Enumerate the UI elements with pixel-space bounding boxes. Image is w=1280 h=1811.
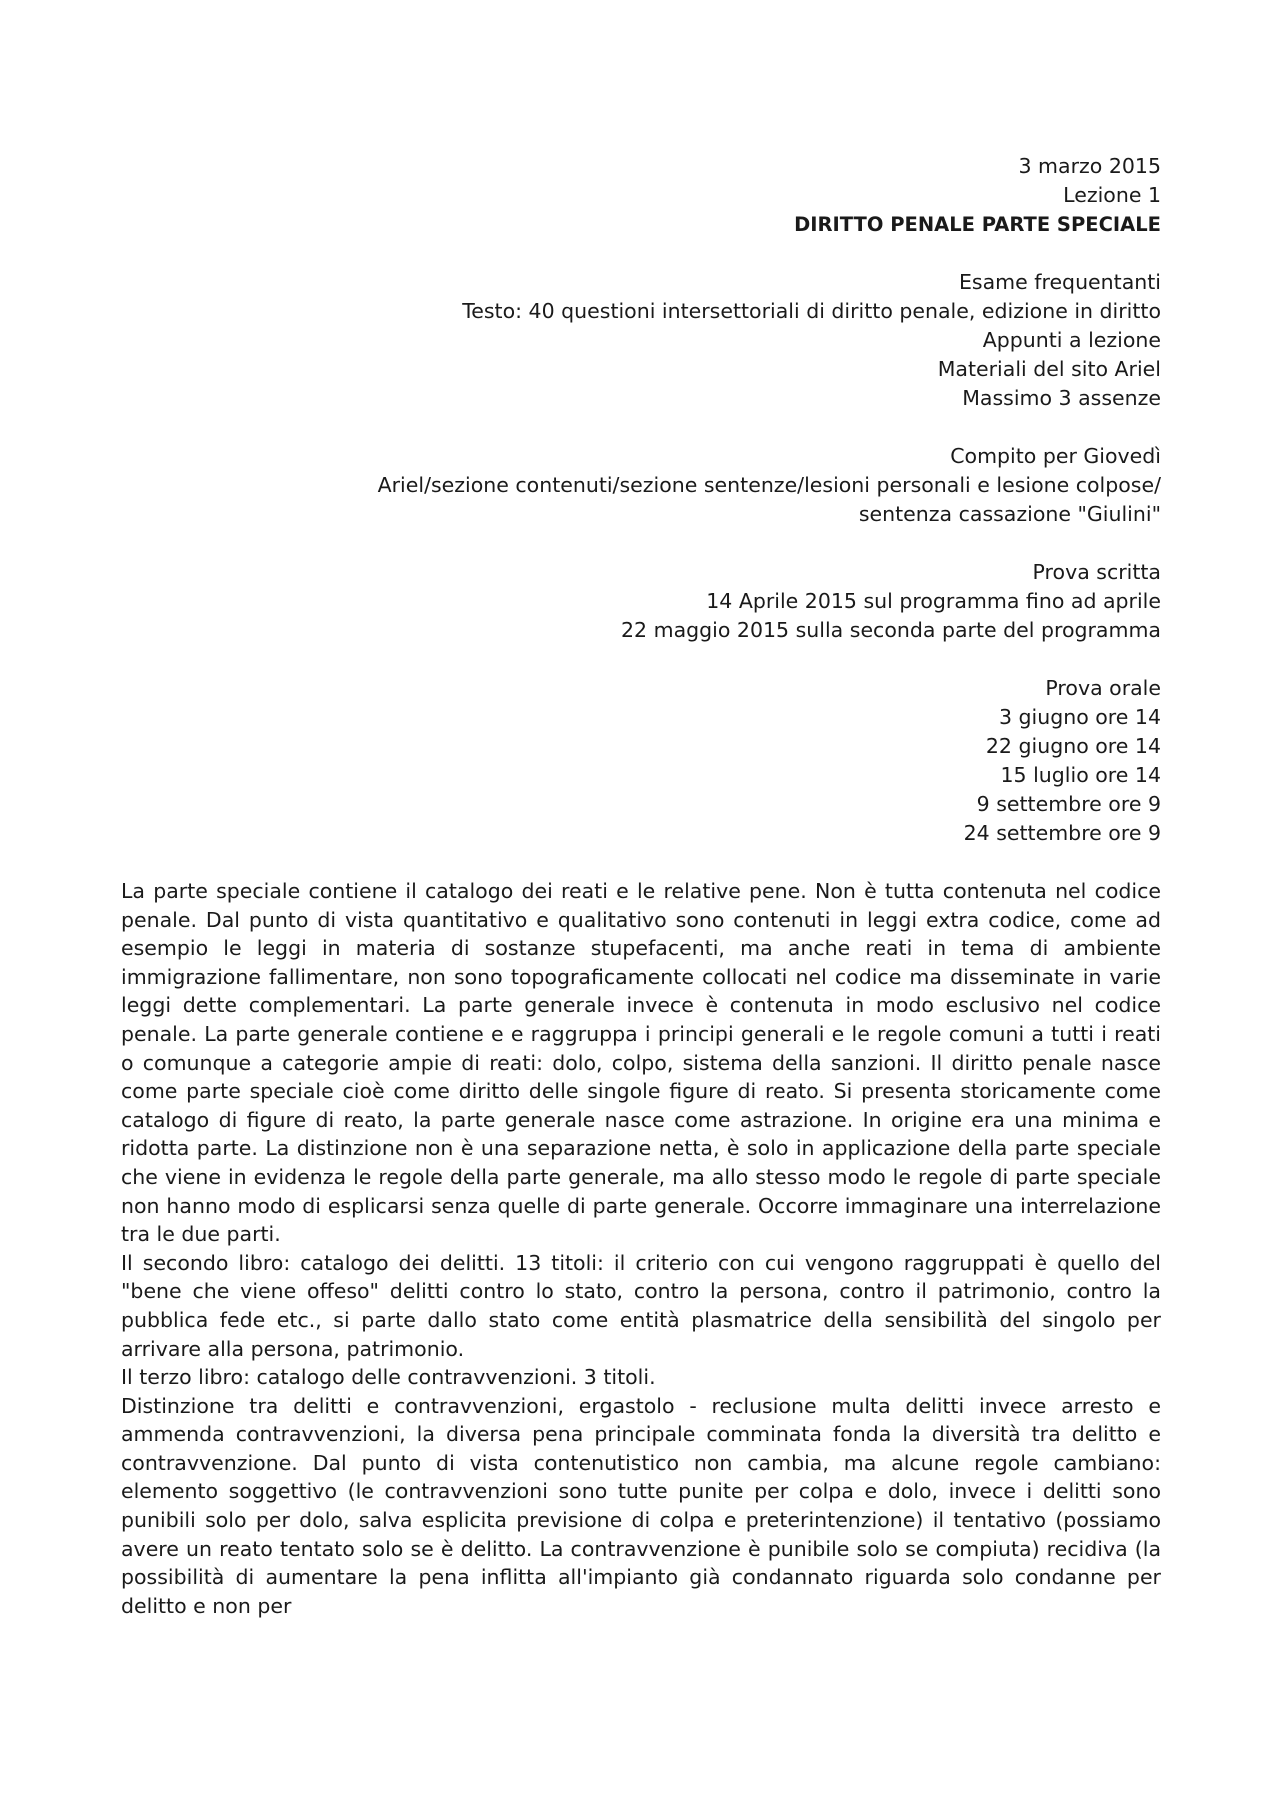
- document-page: [121, 152, 1161, 1772]
- body-paragraph: Il terzo libro: catalogo delle contravvenzioni. 3 titoli.: [121, 1365, 656, 1390]
- lesson-number: Lezione 1: [1063, 183, 1161, 207]
- oral-exam-date: 22 giugno ore 14: [985, 734, 1161, 758]
- oral-exam-date: 3 giugno ore 14: [998, 705, 1161, 729]
- body-paragraph: Distinzione tra delitti e contravvenzioni, ergastolo - reclusione multa delitti invece arresto e ammenda contravvenzioni, la diversa pena principale comminata fonda la diversità tra delitto e contravvenzione. Dal punto di vista contenutistico non cambia, ma alcune regole cambiano: elemento soggettivo (le contravvenzioni sono tutte punite per colpa e dolo, invece i delitti sono punibili solo per dolo, salva esplicita previsione di colpa e preterintenzione) il tentativo (possiamo avere un reato tentato solo se è delitto. La contravvenzione è punibile solo se compiuta) recidiva (la possibilità di aumentare la pena inflitta all'impianto già condannato riguarda solo condanne per delitto e non per: [121, 1393, 1161, 1618]
- spacer: [121, 529, 1161, 558]
- header-block: [121, 152, 1161, 848]
- exam-info-heading: Esame frequentanti: [958, 270, 1161, 294]
- oral-exam-heading: Prova orale: [1045, 676, 1161, 700]
- exam-absences: Massimo 3 assenze: [962, 386, 1161, 410]
- written-exam-heading: Prova scritta: [1032, 560, 1161, 584]
- lecture-body: [121, 877, 1161, 1620]
- lecture-date: 3 marzo 2015: [1018, 154, 1161, 178]
- written-exam-date-1: 14 Aprile 2015 sul programma fino ad aprile: [706, 589, 1161, 613]
- course-title: DIRITTO PENALE PARTE SPECIALE: [794, 213, 1161, 236]
- exam-materials: Materiali del sito Ariel: [937, 357, 1161, 381]
- spacer: [121, 645, 1161, 674]
- homework-ruling: sentenza cassazione "Giulini": [858, 502, 1161, 526]
- spacer: [121, 413, 1161, 442]
- spacer: [121, 239, 1161, 268]
- homework-path: Ariel/sezione contenuti/sezione sentenze/lesioni personali e lesione colpose/: [377, 473, 1161, 497]
- oral-exam-date: 24 settembre ore 9: [963, 821, 1161, 845]
- written-exam-date-2: 22 maggio 2015 sulla seconda parte del programma: [621, 618, 1161, 642]
- exam-textbook: Testo: 40 questioni intersettoriali di diritto penale, edizione in diritto: [462, 299, 1161, 323]
- oral-exam-date: 15 luglio ore 14: [1000, 763, 1161, 787]
- body-paragraph: Il secondo libro: catalogo dei delitti. 13 titoli: il criterio con cui vengono raggruppati è quello del "bene che viene offeso" delitti contro lo stato, contro la persona, contro il patrimonio, contro la pubblica fede etc., si parte dallo stato come entità plasmatrice della sensibilità del singolo per arrivare alla persona, patrimonio.: [121, 1250, 1161, 1361]
- homework-heading: Compito per Giovedì: [950, 444, 1161, 468]
- exam-notes: Appunti a lezione: [982, 328, 1161, 352]
- oral-exam-date: 9 settembre ore 9: [976, 792, 1161, 816]
- body-paragraph: La parte speciale contiene il catalogo dei reati e le relative pene. Non è tutta contenuta nel codice penale. Dal punto di vista quantitativo e qualitativo sono contenuti in leggi extra codice, come ad esempio le leggi in materia di sostanze stupefacenti, ma anche reati in tema di ambiente immigrazione fallimentare, non sono topograficamente collocati nel codice ma disseminate in varie leggi dette complementari. La parte generale invece è contenuta in modo esclusivo nel codice penale. La parte generale contiene e e raggruppa i principi generali e le regole comuni a tutti i reati o comunque a categorie ampie di reati: dolo, colpo, sistema della sanzioni. Il diritto penale nasce come parte speciale cioè come diritto delle singole figure di reato. Si presenta storicamente come catalogo di figure di reato, la parte generale nasce come astrazione. In origine era una minima e ridotta parte. La distinzione non è una separazione netta, è solo in applicazione della parte speciale che viene in evidenza le regole della parte generale, ma allo stesso modo le regole di parte speciale non hanno modo di esplicarsi senza quelle di parte generale. Occorre immaginare una interrelazione tra le due parti.: [121, 879, 1161, 1247]
